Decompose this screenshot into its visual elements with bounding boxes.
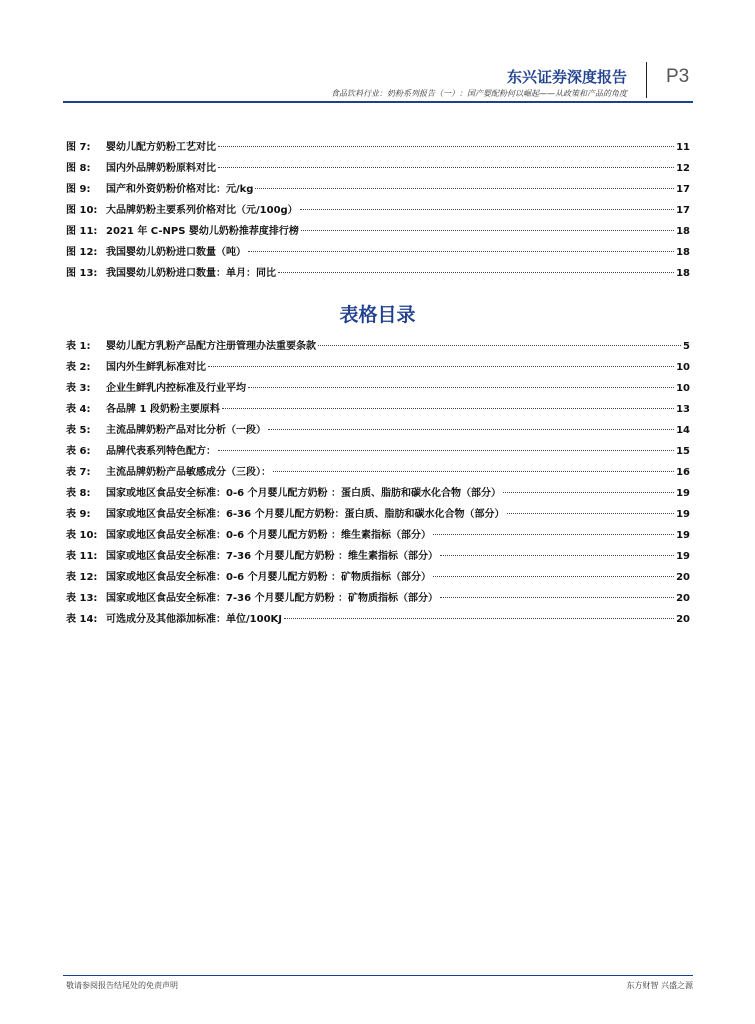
entry-label: 图 9: (66, 184, 91, 195)
entry-label: 表 5: (66, 425, 91, 436)
table-entry[interactable] (66, 504, 690, 525)
entry-page: 19 (676, 488, 690, 499)
entry-page: 20 (676, 593, 690, 604)
footer-disclaimer: 敬请参阅报告结尾处的免责声明 (66, 981, 178, 990)
entry-label: 表 2: (66, 362, 91, 373)
dot-leader (268, 429, 674, 430)
entry-title: 国家或地区食品安全标准：7-36 个月婴儿配方奶粉 ：维生素指标（部分） (106, 551, 438, 562)
entry-title: 2021 年 C-NPS 婴幼儿奶粉推荐度排行榜 (106, 226, 299, 237)
entry-page: 18 (676, 247, 690, 258)
dot-leader (218, 450, 674, 451)
page-number: P3 (666, 66, 690, 87)
figure-entry[interactable] (66, 137, 690, 158)
entry-label: 图 13: (66, 268, 98, 279)
entry-label: 表 3: (66, 383, 91, 394)
table-entry[interactable] (66, 420, 690, 441)
entry-page: 19 (676, 509, 690, 520)
figure-entry[interactable] (66, 263, 690, 284)
entry-page: 14 (676, 425, 690, 436)
figure-entry[interactable] (66, 221, 690, 242)
entry-page: 5 (683, 341, 690, 352)
entry-label: 图 11: (66, 226, 98, 237)
entry-label: 表 10: (66, 530, 98, 541)
entry-page: 10 (676, 362, 690, 373)
entry-title: 国家或地区食品安全标准：0-6 个月婴儿配方奶粉 ：蛋白质、脂肪和碳水化合物（部分） (106, 488, 502, 499)
figure-entry[interactable] (66, 200, 690, 221)
entry-title: 我国婴幼儿奶粉进口数量（吨） (106, 247, 246, 258)
entry-label: 表 14: (66, 614, 98, 625)
table-entry[interactable] (66, 483, 690, 504)
entry-title: 大品牌奶粉主要系列价格对比（元/100g） (106, 205, 298, 216)
header-rule (63, 101, 693, 103)
table-entry[interactable] (66, 546, 690, 567)
figure-entry[interactable] (66, 242, 690, 263)
entry-page: 19 (676, 551, 690, 562)
table-entry[interactable] (66, 336, 690, 357)
entry-title: 国产和外资奶粉价格对比：元/kg (106, 184, 254, 195)
entry-page: 10 (676, 383, 690, 394)
footer-slogan: 东方财智 兴盛之源 (626, 981, 693, 990)
entry-label: 表 7: (66, 467, 91, 478)
entry-label: 图 12: (66, 247, 98, 258)
dot-leader (440, 555, 674, 556)
entry-label: 表 8: (66, 488, 91, 499)
entry-title: 企业生鲜乳内控标准及行业平均 (106, 383, 246, 394)
table-entry[interactable] (66, 588, 690, 609)
dot-leader (433, 576, 674, 577)
footer-rule (63, 975, 693, 976)
table-entry[interactable] (66, 525, 690, 546)
entry-page: 18 (676, 268, 690, 279)
entry-title: 主流品牌奶粉产品敏感成分（三段）： (106, 467, 271, 478)
table-entry[interactable] (66, 441, 690, 462)
entry-title: 主流品牌奶粉产品对比分析（一段） (106, 425, 266, 436)
dot-leader (218, 167, 674, 168)
table-entry[interactable] (66, 357, 690, 378)
dot-leader (318, 345, 681, 346)
table-entry[interactable] (66, 609, 690, 630)
entry-page: 17 (676, 184, 690, 195)
report-subtitle: 食品饮料行业：奶粉系列报告（一）：国产婴配粉何以崛起——从政策和产品的角度 (331, 89, 627, 98)
entry-title: 国内外品牌奶粉原料对比 (106, 163, 216, 174)
figure-entry[interactable] (66, 158, 690, 179)
entry-page: 18 (676, 226, 690, 237)
entry-title: 婴幼儿配方乳粉产品配方注册管理办法重要条款 (106, 341, 316, 352)
dot-leader (248, 251, 674, 252)
entry-title: 我国婴幼儿奶粉进口数量：单月：同比 (106, 268, 276, 279)
entry-page: 13 (676, 404, 690, 415)
dot-leader (503, 492, 674, 493)
dot-leader (222, 408, 674, 409)
table-entry[interactable] (66, 567, 690, 588)
entry-title: 品牌代表系列特色配方： (106, 446, 216, 457)
entry-label: 图 10: (66, 205, 98, 216)
dot-leader (284, 618, 674, 619)
entry-label: 表 1: (66, 341, 91, 352)
table-entry[interactable] (66, 378, 690, 399)
entry-label: 表 11: (66, 551, 98, 562)
dot-leader (208, 366, 674, 367)
report-brand-title: 东兴证券深度报告 (506, 68, 627, 86)
entry-page: 20 (676, 614, 690, 625)
entry-page: 19 (676, 530, 690, 541)
entry-label: 表 4: (66, 404, 91, 415)
dot-leader (278, 272, 674, 273)
dot-leader (255, 188, 674, 189)
entry-title: 国家或地区食品安全标准：0-6 个月婴儿配方奶粉 ：矿物质指标（部分） (106, 572, 432, 583)
entry-title: 国家或地区食品安全标准：7-36 个月婴儿配方奶粉 ：矿物质指标（部分） (106, 593, 438, 604)
entry-title: 可选成分及其他添加标准：单位/100KJ (106, 614, 282, 625)
entry-title: 婴幼儿配方奶粉工艺对比 (106, 142, 216, 153)
entry-page: 20 (676, 572, 690, 583)
dot-leader (218, 146, 674, 147)
table-list (66, 336, 690, 630)
dot-leader (507, 513, 675, 514)
entry-page: 12 (676, 163, 690, 174)
entry-label: 图 8: (66, 163, 91, 174)
entry-title: 国家或地区食品安全标准：0-6 个月婴儿配方奶粉 ：维生素指标（部分） (106, 530, 432, 541)
entry-label: 图 7: (66, 142, 91, 153)
entry-label: 表 12: (66, 572, 98, 583)
table-entry[interactable] (66, 462, 690, 483)
dot-leader (300, 209, 674, 210)
entry-page: 17 (676, 205, 690, 216)
entry-label: 表 13: (66, 593, 98, 604)
entry-title: 国内外生鲜乳标准对比 (106, 362, 206, 373)
header-divider (646, 62, 647, 98)
entry-label: 表 6: (66, 446, 91, 457)
dot-leader (248, 387, 674, 388)
entry-page: 15 (676, 446, 690, 457)
figure-list (66, 137, 690, 284)
entry-page: 11 (676, 142, 690, 153)
table-entry[interactable] (66, 399, 690, 420)
entry-title: 各品牌 1 段奶粉主要原料 (106, 404, 220, 415)
dot-leader (440, 597, 674, 598)
dot-leader (433, 534, 674, 535)
dot-leader (273, 471, 674, 472)
entry-page: 16 (676, 467, 690, 478)
entry-title: 国家或地区食品安全标准：6-36 个月婴儿配方奶粉：蛋白质、脂肪和碳水化合物（部分） (106, 509, 505, 520)
entry-label: 表 9: (66, 509, 91, 520)
dot-leader (301, 230, 674, 231)
figure-entry[interactable] (66, 179, 690, 200)
tables-heading: 表格目录 (339, 304, 416, 326)
